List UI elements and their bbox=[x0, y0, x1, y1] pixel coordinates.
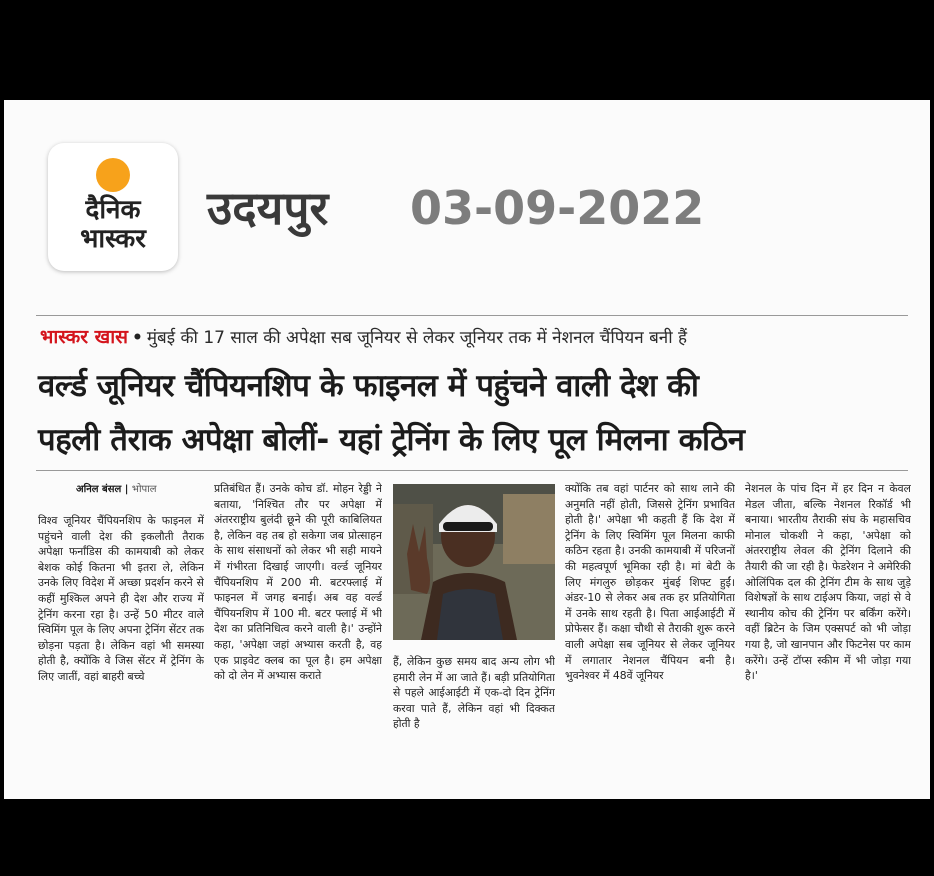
kicker bbox=[40, 324, 687, 351]
sun-icon bbox=[96, 158, 130, 192]
article-column-5: नेशनल के पांच दिन में हर दिन न केवल मेडल जीता, बल्कि नेशनल रिकॉर्ड भी बनाया। भारतीय तैराकी संघ के महासचिव मोनाल चोकशी ने कहा, 'अपेक्षा को अंतरराष्ट्रीय लेवल की ट्रेनिंग दिलाने की तैयारी की जा रही है। फेडरेशन ने अमेरिकी ओलिंपिक दल की ट्रेनिंग टीम के साथ जुड़े विशेषज्ञों के साथ टाईअप किया, जहां से वे स्थानीय कोच की ट्रेनिंग पर बर्किंग करेंगे। वहीं ब्रिटेन के जिम एक्सपर्ट को भी जोड़ा गया है, जो खानपान और फिटनेस पर काम करेंगे। उन्हें टॉप्स स्कीम में भी जोड़ा गया है।' bbox=[745, 482, 911, 683]
article-column-2: प्रतिबंधित हैं। उनके कोच डॉ. मोहन रेड्डी ने बताया, 'निश्चित तौर पर अपेक्षा में अंतरराष्ट्रीय बुलंदी छूने की पूरी काबिलियत है, लेकिन वह तब हो सकेगा जब प्रोत्साहन के साथ संसाधनों को लेकर भी सही मायने में गंभीरता दिखाई जाएगी। वर्ल्ड जूनियर चैंपियनशिप में 200 मी. बटरफ्लाई में फाइनल में जगह बनाई। अब वह वर्ल्ड चैंपियनशिप में 100 मी. बटर फ्लाई में भी देश का प्रतिनिधित्व करने वाली है।' उन्होंने कहा, 'अपेक्षा जहां अभ्यास करती है, वह एक प्राइवेट क्लब का पूल है। हम अपेक्षा को दो लेन में अभ्यास कराते bbox=[214, 482, 382, 683]
byline bbox=[76, 481, 157, 495]
edition-date: 03-09-2022 bbox=[410, 181, 705, 235]
kicker-text: मुंबई की 17 साल की अपेक्षा सब जूनियर से लेकर जूनियर तक में नेशनल चैंपियन बनी हैं bbox=[146, 328, 688, 348]
swimmer-photo bbox=[393, 484, 555, 640]
article-column-1: विश्व जूनियर चैंपियनशिप के फाइनल में पहुंचने वाली देश की इकलौती तैराक अपेक्षा फर्नांडिस की कामयाबी को लेकर बेशक कोई कितना भी इतरा ले, लेकिन उनके लिए विदेश में अच्छा प्रदर्शन करने से कहीं मुश्किल अपने ही देश और राज्य में ट्रेनिंग करना रहा है। उन्हें 50 मीटर वाले स्विमिंग पूल के लिए अपना ट्रेनिंग सेंटर तक छोड़ना पड़ता है। लेकिन वहां भी समस्या होती है, क्योंकि वे जिस सेंटर में ट्रेनिंग के लिए जातीं, वहां बाहरी बच्चे bbox=[38, 514, 204, 683]
logo-line-1: दैनिक bbox=[85, 195, 141, 225]
swimmer-image bbox=[393, 484, 555, 640]
kicker-label: भास्कर खास bbox=[40, 326, 128, 348]
edition-city: उदयपुर bbox=[207, 181, 329, 235]
top-rule bbox=[36, 315, 908, 316]
headline-line-1: वर्ल्ड जूनियर चैंपियनशिप के फाइनल में पहुंचने वाली देश की bbox=[38, 368, 699, 404]
dainik-bhaskar-logo bbox=[48, 143, 178, 271]
kicker-bullet: • bbox=[131, 328, 143, 348]
byline-name: अनिल बंसल bbox=[76, 484, 122, 495]
byline-separator: | bbox=[124, 484, 129, 495]
headline-line-2: पहली तैराक अपेक्षा बोलीं- यहां ट्रेनिंग के लिए पूल मिलना कठिन bbox=[38, 422, 745, 458]
logo-line-2: भास्कर bbox=[80, 224, 146, 254]
headline-rule bbox=[36, 470, 908, 471]
article-column-3: हैं, लेकिन कुछ समय बाद अन्य लोग भी हमारी लेन में आ जाते हैं। बड़ी प्रतियोगिता से पहले आईआईटी में एक-दो दिन ट्रेनिंग करवा पाते हैं, लेकिन वहां भी दिक्कत होती है bbox=[393, 655, 555, 731]
byline-place: भोपाल bbox=[131, 484, 157, 495]
article-column-4: क्योंकि तब वहां पार्टनर को साथ लाने की अनुमति नहीं होती, जिससे ट्रेनिंग प्रभावित होती है।' अपेक्षा भी कहती हैं कि देश में ट्रेनिंग के लिए स्विमिंग पूल मिलना काफी कठिन रहता है। उनकी कामयाबी में परिजनों की महत्वपूर्ण भूमिका रही है। मां बेटी के लिए मंगलुरु छोड़कर मुंबई शिफ्ट हुईं। अंडर-10 से लेकर अब तक हर प्रतियोगिता में उनके साथ रहती है। पिता आईआईटी में प्रोफेसर हैं। कक्षा चौथी से तैराकी शुरू करने वाली अपेक्षा सब जूनियर से लेकर जूनियर में लगातार नेशनल चैंपियन बनी है। भुवनेश्वर में 48वें जूनियर bbox=[565, 482, 735, 683]
